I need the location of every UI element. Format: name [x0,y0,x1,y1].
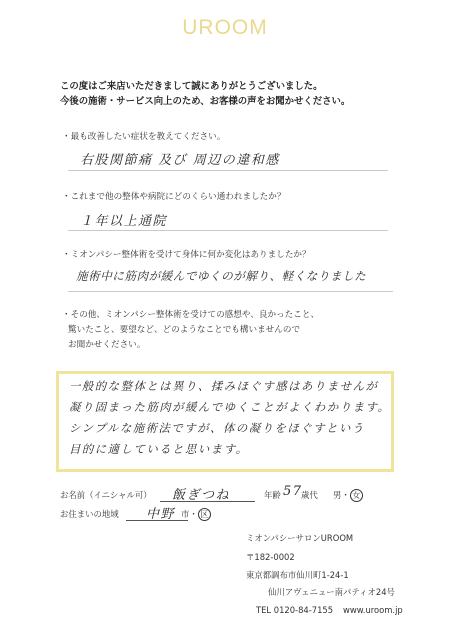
intro-line-1: この度はご来店いただきまして誠にありがとうございました。 [60,81,323,92]
question-1-answer: 右股関節痛 及び 周辺の違和感 [80,153,280,168]
salon-address-1: 東京都調布市仙川町1-24-1 [246,570,349,580]
open-question-line-2: 驚いたこと、要望など、どのようなことでも構いませんので [68,325,301,335]
name-underline [160,501,255,502]
address-underline [126,520,188,521]
question-2-answer: １年以上通院 [80,214,168,229]
name-label: お名前（イニシャル可） [60,490,152,500]
gender-male: 男 [333,490,342,500]
comment-line-4: 目的に適していると思います。 [69,442,249,456]
comment-line-2: 凝り固まった筋肉が緩んでゆくことがよくわかります。 [69,400,391,414]
address-city: 市 [181,509,190,519]
age-value: 57 [283,484,303,499]
salon-postal: 〒182-0002 [246,552,295,562]
address-separator: ・ [189,509,198,519]
comment-line-1: 一般的な整体とは異り、揉みほぐす感はありませんが [69,379,379,393]
gender-separator: ・ [341,490,350,500]
salon-address-2: 仙川アヴェニュー南パティオ24号 [268,587,395,597]
comment-line-3: シンプルな施術法ですが、体の凝りをほぐすという [69,421,365,435]
question-1-line [68,170,388,171]
open-question-line-1: ・その他、ミオンパシー整体術を受けての感想や、良かったこと、 [62,310,320,320]
question-2-line [68,230,388,231]
brand-logo: UROOM [182,16,268,39]
gender-female-selected: 女 [350,489,363,502]
address-value: 中野 [146,507,176,522]
comment-box [56,371,394,472]
salon-name: ミオンパシーサロンUROOM [246,533,354,543]
address-label: お住まいの地域 [60,509,119,519]
address-ward-selected: 区 [198,508,211,521]
intro-line-2: 今後の施術・サービス向上のため、お客様の声をお聞かせください。 [60,96,351,107]
address-type-options [181,508,211,521]
salon-tel: TEL 0120-84-7155 [256,605,334,615]
question-3-answer: 施術中に筋肉が緩んでゆくのが解り、軽くなりました [76,269,367,283]
question-2-label: ・これまで他の整体や病院にどのくらい通われましたか？ [62,192,286,202]
age-label: 年齢 [264,490,281,500]
name-value: 飯ぎつね [172,488,231,503]
open-question-line-3: お聞かせください。 [68,340,146,350]
question-1-label: ・最も改善したい症状を教えてください。 [62,132,226,142]
question-3-label: ・ミオンパシー整体術を受けて身体に何か変化はありましたか？ [62,250,311,260]
gender-options [333,489,363,502]
age-unit: 歳代 [301,490,318,500]
question-3-line [68,291,393,292]
salon-url[interactable]: www.uroom.jp [343,605,403,615]
